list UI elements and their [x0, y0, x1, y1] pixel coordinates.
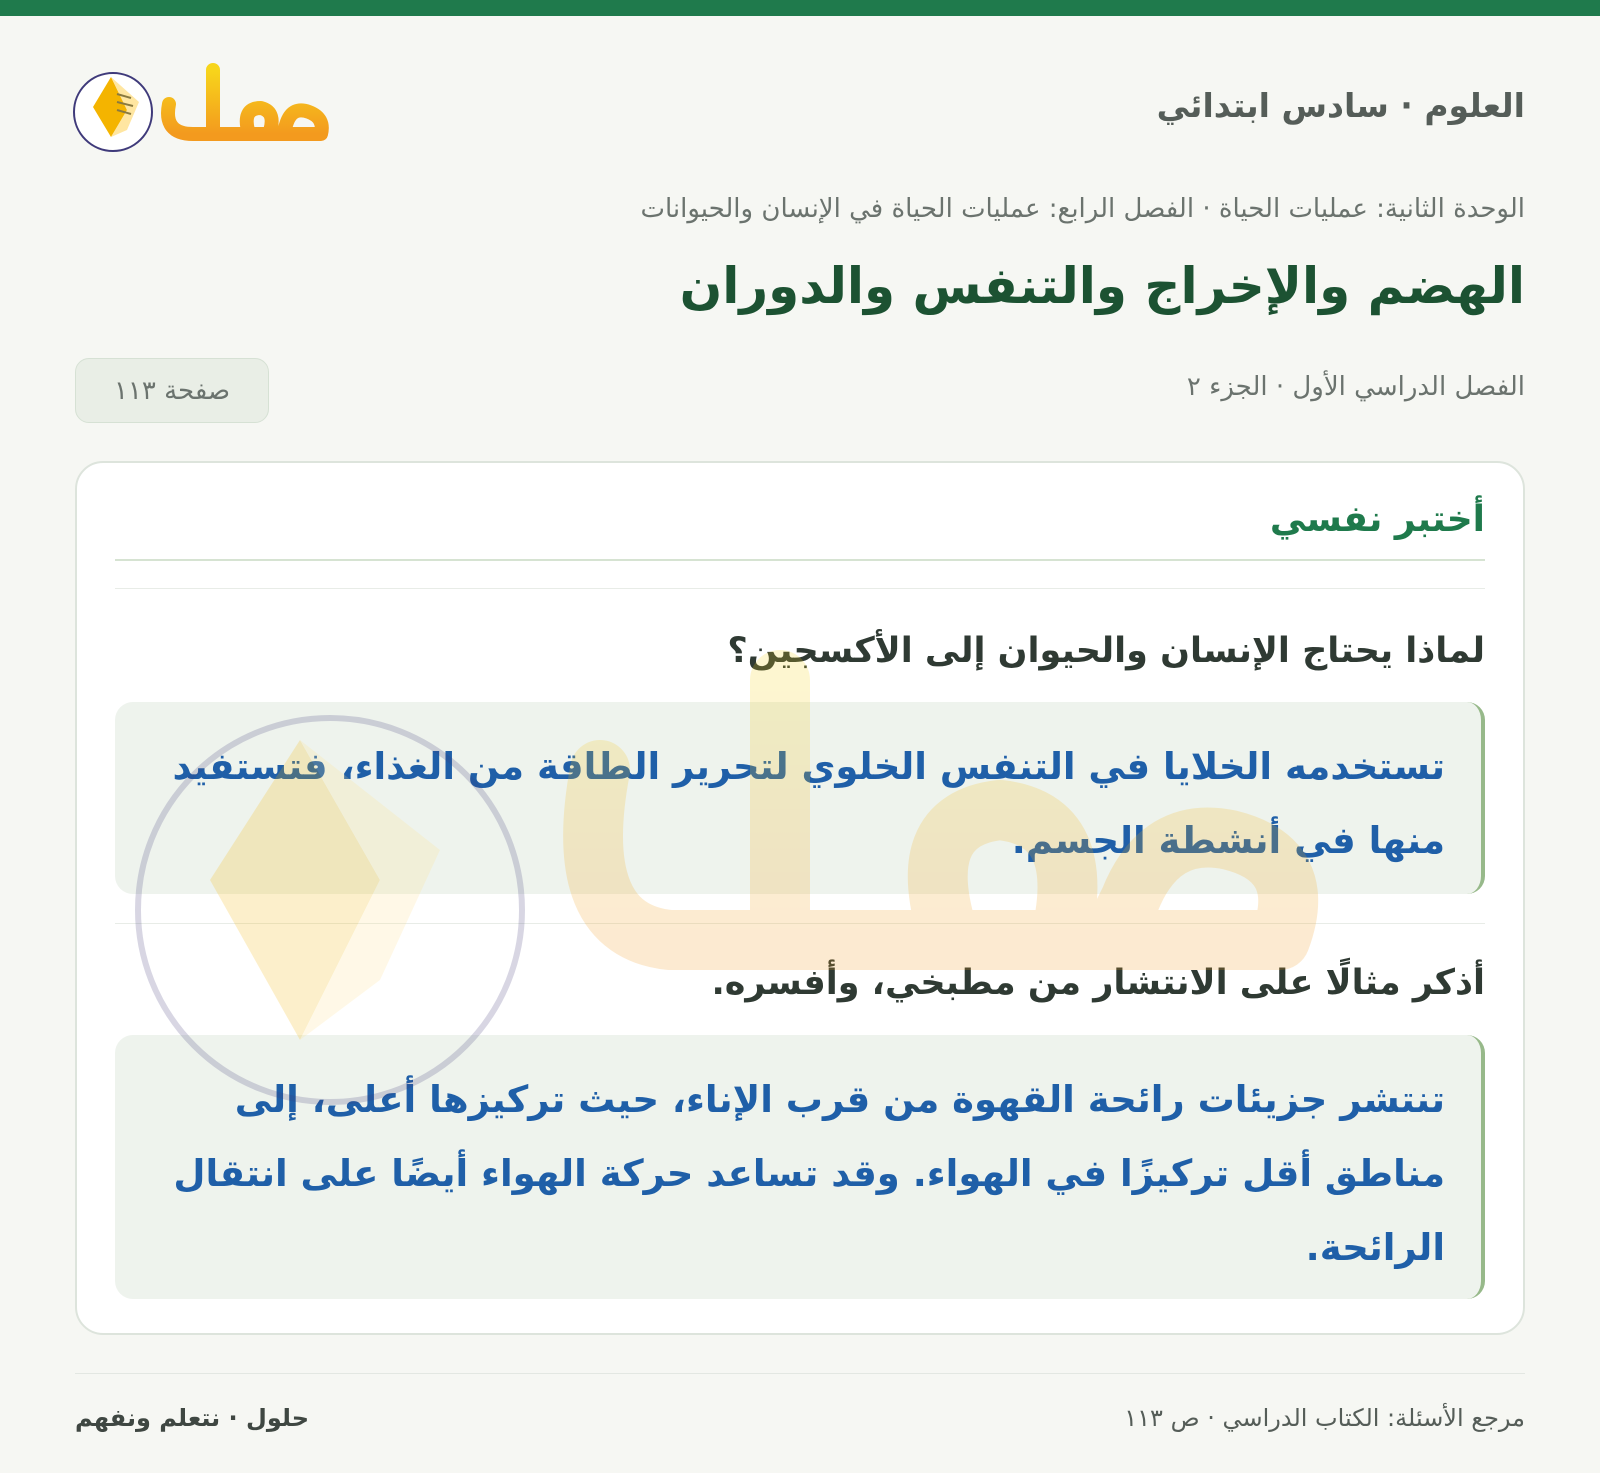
quiz-card	[75, 461, 1525, 1335]
answer-box: تنتشر جزيئات رائحة القهوة من قرب الإناء، حيث تركيزها أعلى، إلى مناطق أقل تركيزًا في الهواء. وقد تساعد حركة الهواء أيضًا على انتقال الرائحة.	[115, 1035, 1485, 1299]
subject-heading: العلوم · سادس ابتدائي	[1156, 86, 1525, 125]
card-title: أختبر نفسي	[1269, 499, 1485, 540]
divider	[115, 588, 1485, 589]
page-number-badge: صفحة ١١٣	[75, 358, 269, 423]
footer-divider	[75, 1373, 1525, 1374]
site-logo[interactable]	[73, 52, 333, 157]
book-circle-icon	[73, 52, 333, 157]
breadcrumb: الوحدة الثانية: عمليات الحياة · الفصل الرابع: عمليات الحياة في الإنسان والحيوانات	[640, 194, 1525, 224]
term-info: الفصل الدراسي الأول · الجزء ٢	[1186, 372, 1525, 402]
page-title: الهضم والإخراج والتنفس والدوران	[679, 257, 1525, 315]
question-text: أذكر مثالًا على الانتشار من مطبخي، وأفسره.	[711, 963, 1485, 1003]
divider	[115, 923, 1485, 924]
footer-brand: حلول · نتعلم ونفهم	[75, 1404, 309, 1432]
answer-box: تستخدمه الخلايا في التنفس الخلوي لتحرير الطاقة من الغذاء، فتستفيد منها في أنشطة الجسم.	[115, 702, 1485, 894]
question-text: لماذا يحتاج الإنسان والحيوان إلى الأكسجين؟	[727, 631, 1485, 671]
footer-reference: مرجع الأسئلة: الكتاب الدراسي · ص ١١٣	[1124, 1404, 1525, 1432]
top-accent-bar	[0, 0, 1600, 16]
title-divider	[115, 559, 1485, 561]
